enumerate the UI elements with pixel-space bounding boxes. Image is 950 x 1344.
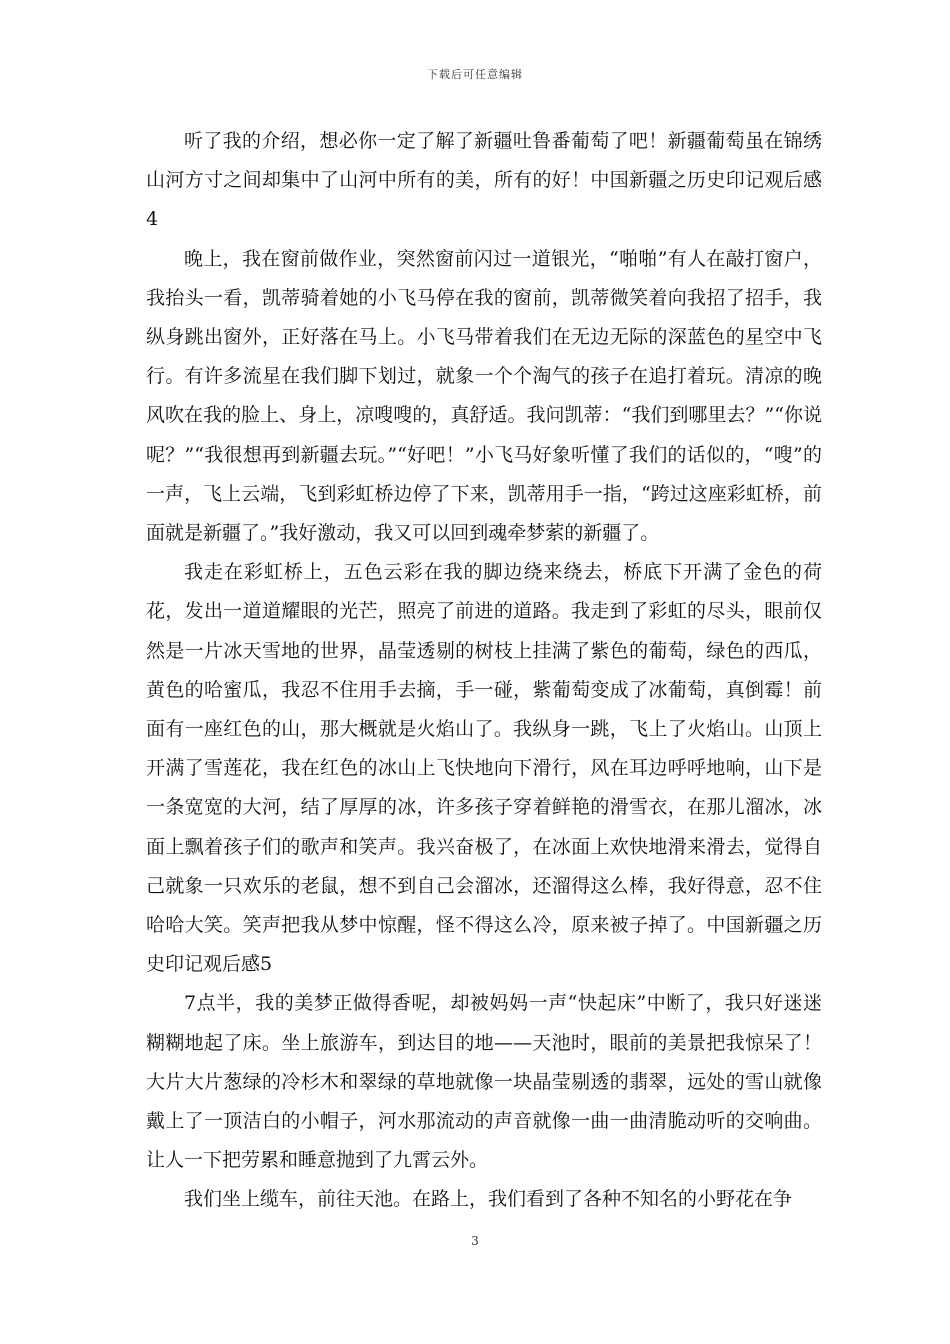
- paragraph-3: 我走在彩虹桥上，五色云彩在我的脚边绕来绕去，桥底下开满了金色的荷花，发出一道道耀眼的光芒，照亮了前进的道路。我走到了彩虹的尽头，眼前仅然是一片冰天雪地的世界，晶莹透剔的树枝上挂满了紫色的葡萄，绿色的西瓜，黄色的哈蜜瓜，我忍不住用手去摘，手一碰，紫葡萄变成了冰葡萄，真倒霉！前面有一座红色的山，那大概就是火焰山了。我纵身一跳，飞上了火焰山。山顶上开满了雪莲花，我在红色的冰山上飞快地向下滑行，风在耳边呼呼地响，山下是一条宽宽的大河，结了厚厚的冰，许多孩子穿着鲜艳的滑雪衣，在那儿溜冰，冰面上飘着孩子们的歌声和笑声。我兴奋极了，在冰面上欢快地滑来滑去，觉得自己就象一只欢乐的老鼠，想不到自己会溜冰，还溜得这么棒，我好得意，忍不住哈哈大笑。笑声把我从梦中惊醒，怪不得这么冷，原来被子掉了。中国新疆之历史印记观后感5: [146, 561, 822, 976]
- document-body: [146, 122, 822, 1220]
- page-header: 下载后可任意编辑: [427, 68, 523, 81]
- paragraph-4: 7点半，我的美梦正做得香呢，却被妈妈一声“快起床”中断了，我只好迷迷糊糊地起了床。坐上旅游车，到达目的地——天池时，眼前的美景把我惊呆了！大片大片葱绿的冷杉木和翠绿的草地就像一块晶莹剔透的翡翠，远处的雪山就像戴上了一顶洁白的小帽子，河水那流动的声音就像一曲一曲清脆动听的交响曲。让人一下把劳累和睡意抛到了九霄云外。: [146, 992, 822, 1172]
- paragraph-1: 听了我的介绍，想必你一定了解了新疆吐鲁番葡萄了吧！新疆葡萄虽在锦绣山河方寸之间却集中了山河中所有的美，所有的好！中国新疆之历史印记观后感4: [146, 130, 822, 231]
- page-number: 3: [471, 1234, 479, 1248]
- paragraph-5: 我们坐上缆车，前往天池。在路上，我们看到了各种不知名的小野花在争: [184, 1188, 793, 1211]
- paragraph-2: 晚上，我在窗前做作业，突然窗前闪过一道银光，“啪啪”有人在敲打窗户，我抬头一看，凯蒂骑着她的小飞马停在我的窗前，凯蒂微笑着向我招了招手，我纵身跳出窗外，正好落在马上。小飞马带着我们在无边无际的深蓝色的星空中飞行。有许多流星在我们脚下划过，就象一个个淘气的孩子在追打着玩。清凉的晚风吹在我的脸上、身上，凉嗖嗖的，真舒适。我问凯蒂：“我们到哪里去？”“你说呢？”“我很想再到新疆去玩。”“好吧！”小飞马好象听懂了我们的话似的，“嗖”的一声，飞上云端，飞到彩虹桥边停了下来，凯蒂用手一指，“跨过这座彩虹桥，前面就是新疆了。”我好激动，我又可以回到魂牵梦萦的新疆了。: [146, 247, 822, 545]
